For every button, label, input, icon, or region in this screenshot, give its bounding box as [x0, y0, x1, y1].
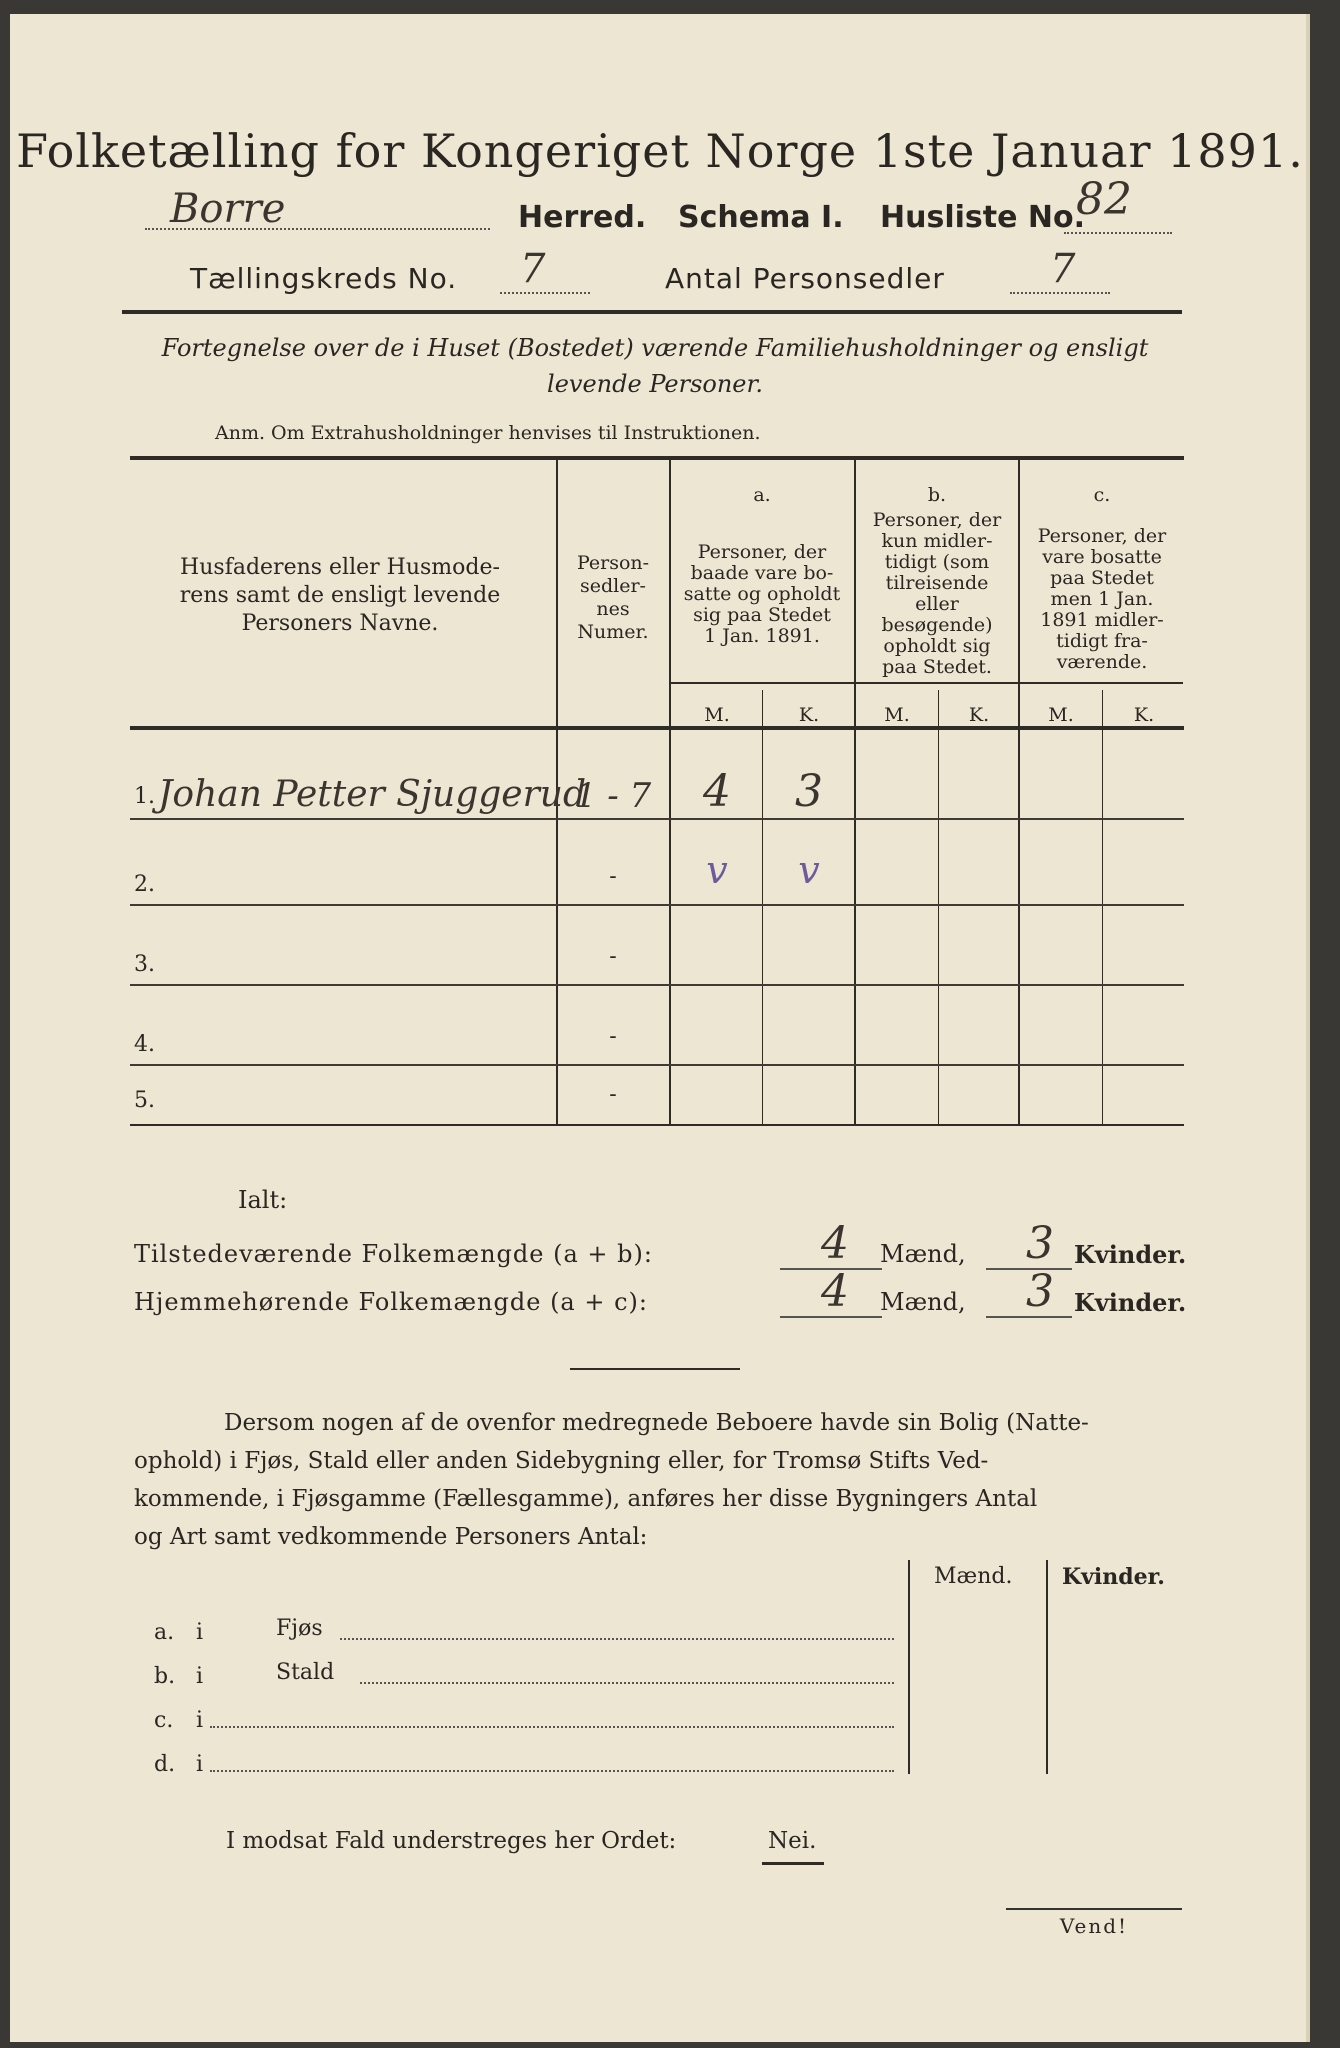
buildings-divider-1	[908, 1560, 910, 1774]
col-c-header	[1020, 526, 1184, 673]
hjemme-kvinder-line	[986, 1316, 1072, 1318]
col-num-header-line: sedler-	[580, 575, 646, 597]
row-4-number: 4.	[134, 1032, 155, 1057]
antal-label: Antal Personsedler	[665, 262, 945, 295]
building-c-prep: i	[196, 1708, 204, 1733]
col-num-header	[558, 552, 668, 644]
col-num-header-line: Person-	[576, 552, 650, 574]
husliste-value: 82	[1076, 174, 1132, 225]
col-b-header-line: opholdt sig	[883, 635, 991, 657]
col-a-header-line: sig paa Stedet	[693, 604, 831, 626]
row-4-persnum: -	[609, 1024, 617, 1049]
intro-line-2: levende Personer.	[547, 370, 763, 398]
taellingskreds-label: Tællingskreds No.	[190, 262, 458, 295]
row-2-number: 2.	[134, 872, 155, 897]
building-d-dotted-line	[210, 1770, 894, 1772]
buildings-maend-header: Mænd.	[934, 1564, 1013, 1589]
col-b-header-line: paa Stedet.	[882, 656, 992, 678]
col-b-m-label: M.	[884, 704, 910, 726]
col-num-header-line: Numer.	[577, 621, 649, 643]
col-name-header-line: Personers Navne.	[241, 611, 439, 636]
col-c-header-line: værende.	[1056, 651, 1148, 673]
nei-word: Nei.	[768, 1828, 817, 1854]
col-c-header-line: 1891 midler-	[1040, 609, 1164, 631]
building-a-prep: i	[196, 1620, 204, 1645]
buildings-kvinder-header: Kvinder.	[1062, 1564, 1165, 1590]
husliste-dotted-line	[1064, 232, 1172, 234]
herred-dotted-line	[145, 228, 490, 230]
paragraph-line-4: og Art samt vedkommende Personers Antal:	[134, 1524, 648, 1550]
col-a-header-line: 1 Jan. 1891.	[704, 625, 820, 647]
col-c-k-label: K.	[1133, 704, 1155, 726]
building-b-prep: i	[196, 1664, 204, 1689]
col-c-header-line: paa Stedet	[1050, 567, 1154, 589]
col-a-letter: a.	[753, 484, 771, 506]
mk-header-rule	[669, 682, 1183, 684]
col-a-k-label: K.	[798, 704, 820, 726]
row-1-name: Johan Petter Sjuggerud	[158, 774, 587, 815]
building-c-letter: c.	[154, 1708, 174, 1733]
vend-label: Vend!	[1006, 1908, 1182, 1938]
building-b-label: Stald	[276, 1660, 335, 1685]
schema-label: Schema I.	[678, 200, 844, 235]
tilstede-kvinder-value: 3	[1026, 1218, 1054, 1269]
herred-value: Borre	[170, 186, 286, 232]
hjemme-maend-value: 4	[821, 1266, 849, 1317]
tilstede-maend-value: 4	[821, 1218, 849, 1269]
col-b-header-line: eller	[915, 593, 959, 615]
col-b-header-line: kun midler-	[881, 530, 993, 552]
row-1-number: 1.	[134, 784, 155, 809]
section-divider	[570, 1368, 740, 1370]
row-5-persnum: -	[609, 1082, 617, 1107]
col-b-header-line: tilreisende	[885, 572, 989, 594]
col-b-header-line: tidigt (som	[884, 551, 990, 573]
row-2-persnum: -	[609, 864, 617, 889]
col-b-mk-divider	[938, 690, 939, 1126]
table-top-rule	[130, 456, 1184, 460]
census-form-page	[10, 14, 1310, 2042]
table-header-rule	[130, 726, 1184, 730]
col-c-header-line: Personer, der	[1037, 525, 1167, 547]
tilstede-maend-label: Mænd,	[880, 1240, 966, 1268]
buildings-divider-2	[1046, 1560, 1048, 1774]
col-a-header-line: Personer, der	[697, 541, 827, 563]
hjemme-kvinder-label: Kvinder.	[1074, 1288, 1187, 1317]
row-4-rule	[130, 1064, 1184, 1066]
antal-dotted-line	[1010, 292, 1110, 294]
col-a-m-label: M.	[704, 704, 730, 726]
header-rule	[122, 310, 1182, 314]
col-b-header-line: besøgende)	[881, 614, 993, 636]
col-a-header-line: satte og opholdt	[683, 583, 841, 605]
paragraph-line-2: ophold) i Fjøs, Stald eller anden Sidebygning eller, for Tromsø Stifts Ved-	[134, 1448, 989, 1474]
table-bottom-rule	[130, 1124, 1184, 1126]
col-name-header-line: rens samt de ensligt levende	[179, 583, 501, 608]
taellingskreds-value: 7	[520, 246, 546, 292]
col-b-header	[856, 510, 1018, 678]
building-d-prep: i	[196, 1752, 204, 1777]
row-3-persnum: -	[609, 944, 617, 969]
hjemme-maend-label: Mænd,	[880, 1288, 966, 1316]
col-b-letter: b.	[927, 484, 947, 506]
row-1-a-k: 3	[795, 766, 823, 817]
form-title: Folketælling for Kongeriget Norge 1ste Januar 1891.	[16, 124, 1304, 178]
building-a-dotted-line	[340, 1638, 894, 1640]
col-name-header	[130, 554, 550, 638]
husliste-label: Husliste No.	[880, 200, 1085, 235]
col-c-header-line: vare bosatte	[1042, 546, 1162, 568]
hjemme-label: Hjemmehørende Folkemængde (a + c):	[134, 1288, 648, 1316]
col-c-header-line: men 1 Jan.	[1050, 588, 1154, 610]
col-c-header-line: tidigt fra-	[1056, 630, 1148, 652]
building-a-letter: a.	[154, 1620, 175, 1645]
nei-underline	[762, 1862, 824, 1865]
col-b-header-line: Personer, der	[872, 509, 1002, 531]
tilstede-kvinder-label: Kvinder.	[1074, 1240, 1187, 1269]
col-a-header-line: baade vare bo-	[690, 562, 834, 584]
building-b-dotted-line	[360, 1682, 894, 1684]
antal-value: 7	[1050, 246, 1076, 292]
herred-label: Herred.	[518, 200, 647, 235]
paragraph-line-3: kommende, i Fjøsgamme (Fællesgamme), anføres her disse Bygningers Antal	[134, 1486, 1038, 1512]
intro-line-1: Fortegnelse over de i Huset (Bostedet) værende Familiehusholdninger og ensligt	[161, 334, 1149, 362]
col-c-mk-divider	[1102, 690, 1103, 1126]
row-3-number: 3.	[134, 952, 155, 977]
col-c-letter: c.	[1093, 484, 1111, 506]
hjemme-maend-line	[780, 1316, 882, 1318]
row-2-a-m-check: v	[706, 848, 728, 892]
building-c-dotted-line	[210, 1726, 894, 1728]
col-c-m-label: M.	[1048, 704, 1074, 726]
building-d-letter: d.	[154, 1752, 176, 1777]
col-b-k-label: K.	[968, 704, 990, 726]
row-5-number: 5.	[134, 1088, 155, 1113]
row-2-rule	[130, 904, 1184, 906]
tilstede-label: Tilstedeværende Folkemængde (a + b):	[134, 1240, 653, 1268]
anm-note: Anm. Om Extrahusholdninger henvises til Instruktionen.	[215, 422, 761, 444]
row-1-rule	[130, 818, 1184, 820]
paragraph-line-1: Dersom nogen af de ovenfor medregnede Beboere havde sin Bolig (Natte-	[224, 1410, 1089, 1436]
row-1-a-m: 4	[703, 766, 731, 817]
row-3-rule	[130, 984, 1184, 986]
row-1-persnum: 1 - 7	[574, 776, 652, 816]
col-num-header-line: nes	[596, 598, 630, 620]
col-a-mk-divider	[762, 690, 763, 1126]
col-a-header	[670, 542, 854, 647]
modsat-fald-text: I modsat Fald understreges her Ordet:	[226, 1828, 677, 1854]
hjemme-kvinder-value: 3	[1026, 1266, 1054, 1317]
taellingskreds-dotted-line	[500, 292, 590, 294]
col-name-header-line: Husfaderens eller Husmode-	[180, 555, 500, 580]
row-2-a-k-check: v	[798, 848, 820, 892]
ialt-label: Ialt:	[238, 1186, 288, 1214]
building-b-letter: b.	[154, 1664, 176, 1689]
building-a-label: Fjøs	[276, 1616, 323, 1641]
